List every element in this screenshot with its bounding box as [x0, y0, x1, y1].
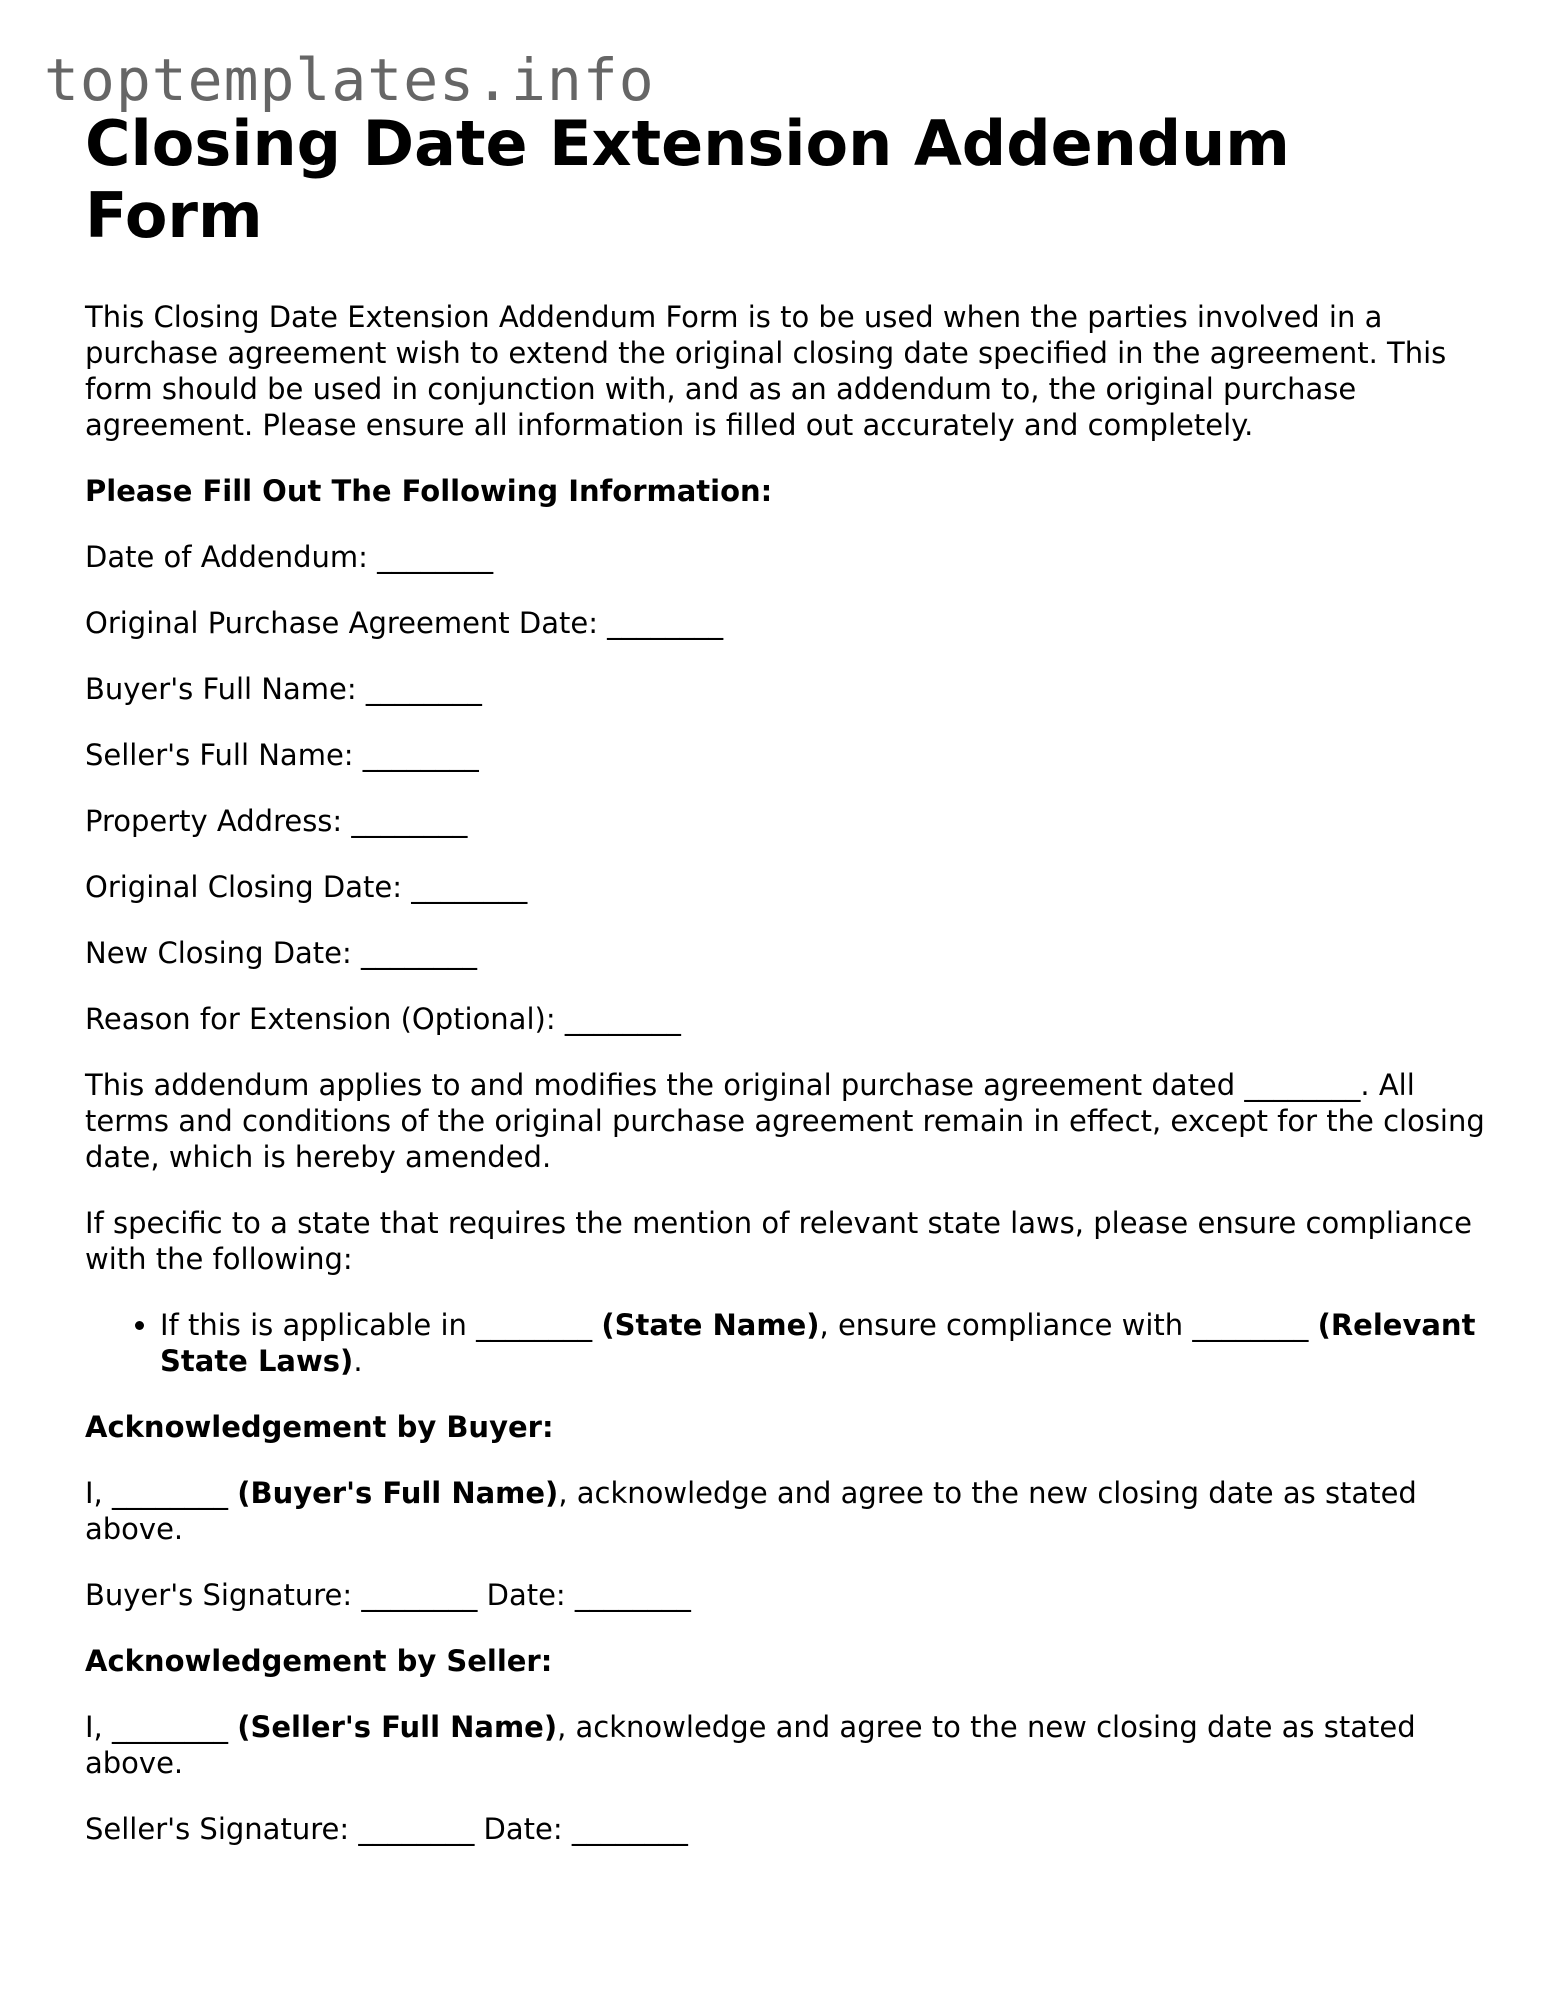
buyer-ack-suffix: , acknowledge and agree to the new closing date as stated above. [85, 1476, 1417, 1546]
seller-signature-line: Seller's Signature: ________ Date: ________ [85, 1812, 688, 1846]
state-bullet-suffix: . [353, 1344, 363, 1378]
fill-heading: Please Fill Out The Following Information: [85, 474, 773, 508]
buyer-acknowledgement [85, 1475, 1485, 1547]
intro-paragraph: This Closing Date Extension Addendum Form is to be used when the parties involved in a purchase agreement wish to extend the original closing date specified in the agreement. This form should be used in conjunction with, and as an addendum to, the original purchase agreement. Please ensure all information is filled out accurately and completely. [85, 300, 1447, 442]
document [85, 108, 1485, 1847]
field-original-closing-date: Original Closing Date: ________ [85, 870, 528, 904]
state-blank: ________ [476, 1308, 593, 1342]
seller-name-label: (Seller's Full Name) [237, 1710, 558, 1744]
laws-blank: ________ [1192, 1308, 1309, 1342]
page-title: Closing Date Extension Addendum Form [85, 107, 1290, 252]
buyer-heading: Acknowledgement by Buyer: [85, 1410, 554, 1444]
field-reason-for-extension: Reason for Extension (Optional): ________ [85, 1002, 681, 1036]
field-seller-name: Seller's Full Name: ________ [85, 738, 479, 772]
state-list [85, 1307, 1485, 1379]
seller-heading: Acknowledgement by Seller: [85, 1644, 553, 1678]
buyer-signature-line: Buyer's Signature: ________ Date: ________ [85, 1578, 691, 1612]
state-laws-label: (Relevant State Laws) [160, 1308, 1476, 1378]
state-name-label: (State Name) [601, 1308, 820, 1342]
field-property-address: Property Address: ________ [85, 804, 468, 838]
state-bullet-prefix: If this is applicable in [160, 1308, 477, 1342]
field-buyer-name: Buyer's Full Name: ________ [85, 672, 482, 706]
seller-ack-prefix: I, [85, 1710, 112, 1744]
state-bullet [160, 1307, 1485, 1379]
seller-acknowledgement [85, 1709, 1485, 1781]
seller-ack-suffix: , acknowledge and agree to the new closing date as stated above. [85, 1710, 1416, 1780]
field-original-agreement-date: Original Purchase Agreement Date: ________ [85, 606, 724, 640]
applies-paragraph: This addendum applies to and modifies the original purchase agreement dated ________. All terms and conditions of the original purchase agreement remain in effect, except for the closing date, which is hereby amended. [85, 1068, 1485, 1174]
state-bullet-middle: , ensure compliance with [819, 1308, 1193, 1342]
buyer-name-blank: ________ [112, 1476, 228, 1510]
watermark: toptemplates.info [44, 46, 655, 114]
buyer-name-label: (Buyer's Full Name) [237, 1476, 559, 1510]
buyer-ack-prefix: I, [85, 1476, 112, 1510]
seller-name-blank: ________ [112, 1710, 228, 1744]
state-paragraph: If specific to a state that requires the mention of relevant state laws, please ensure compliance with the following: [85, 1206, 1472, 1276]
field-date-of-addendum: Date of Addendum: ________ [85, 540, 494, 574]
field-new-closing-date: New Closing Date: ________ [85, 936, 477, 970]
